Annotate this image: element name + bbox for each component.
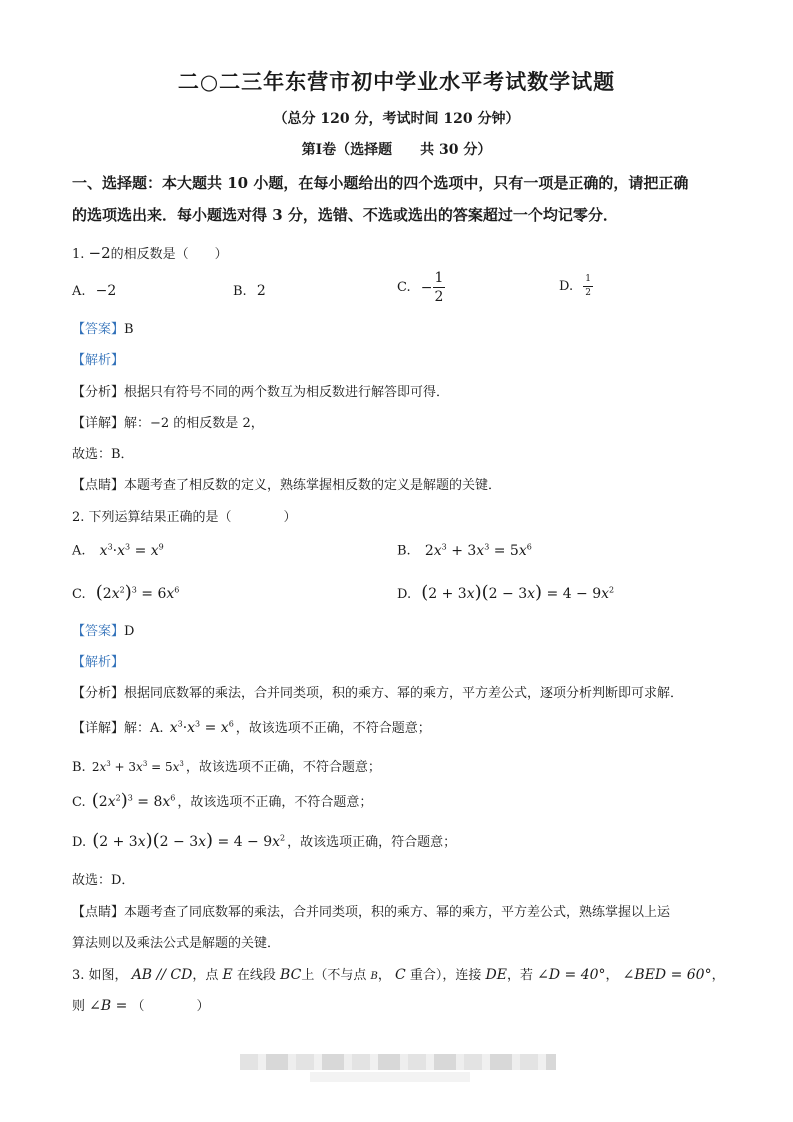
q3-text: 在线段 [236, 968, 276, 983]
option-letter: C. [72, 587, 86, 602]
q3-text: ， [711, 968, 725, 983]
q3-text: 上（不与点 [301, 968, 367, 983]
q2-analysis-label: 【解析】 [72, 655, 125, 670]
point-label: 【点睛】 [72, 478, 125, 493]
q1-stem-text: 的相反数是（ ） [110, 247, 228, 262]
option-sign: − [420, 279, 433, 296]
fenxi-text: 根据同底数幂的乘法，合并同类项，积的乘方、幂的乘方，平方差公式，逐项分析判断即可求解． [124, 686, 684, 701]
q1-option-d [559, 275, 593, 298]
q3-text: ，点 [192, 968, 219, 983]
q2-point-line2: 算法则以及乘法公式是解题的关键． [72, 936, 281, 951]
option-formula: $x^3\cdot x^3 = x^9$ [99, 542, 164, 559]
option-value: 2 [256, 283, 266, 299]
exam-subtitle: （总分 120 分，考试时间 120 分钟） [273, 111, 520, 127]
q1-number: 1. [72, 247, 85, 262]
detail-letter: D. [72, 835, 87, 850]
option-fraction [583, 275, 593, 298]
q3-text: 重合），连接 [409, 968, 482, 983]
detail-label: 【详解】 [72, 416, 125, 431]
q2-detail-b [72, 756, 381, 775]
detail-letter: C. [72, 795, 86, 810]
detail-label: 【详解】 [72, 721, 125, 736]
section-instructions-line1: 一、选择题：本大题共 10 小题，在每小题给出的四个选项中，只有一项是正确的，请把正确 [72, 174, 689, 192]
q2-stem: 2. 下列运算结果正确的是（ ） [72, 510, 297, 525]
q1-stem [72, 243, 228, 262]
volume-heading: 第Ⅰ卷（选择题 共 30 分） [301, 142, 492, 158]
q3-math: C [394, 967, 406, 983]
blurred-footer-watermark-line2 [310, 1072, 470, 1082]
q1-fenxi [72, 381, 449, 400]
q1-option-a [72, 283, 116, 299]
detail-formula: $2x^3 + 3x^3 = 5x^3$ [91, 760, 184, 774]
q2-detail-a [72, 717, 431, 736]
q3-math: ∠B = [89, 998, 128, 1014]
detail-suffix: ，故该选项不正确，不符合题意； [185, 760, 381, 775]
answer-value: D [124, 624, 135, 639]
detail-text: 解：−2 的相反数是 2， [124, 416, 264, 431]
option-letter: A. [72, 543, 86, 559]
q3-math: AB // CD [131, 967, 193, 983]
answer-label: 【答案】 [72, 624, 125, 639]
fenxi-label: 【分析】 [72, 686, 125, 701]
q3-text: ， [377, 968, 391, 983]
option-letter: C. [397, 280, 411, 295]
q3-text: ， [605, 968, 619, 983]
q2-point-line1 [72, 901, 670, 920]
q1-option-c [397, 271, 445, 304]
detail-suffix: ，故该选项不正确，不符合题意； [235, 721, 431, 736]
q2-option-b [397, 542, 532, 559]
option-fraction [433, 271, 446, 304]
q3-math: E [222, 967, 233, 983]
q1-choose: 故选：B． [72, 447, 134, 462]
option-formula: $2x^3 + 3x^3 = 5x^6$ [424, 542, 532, 559]
q2-option-c [72, 582, 179, 603]
q3-math: B [370, 971, 378, 982]
point-text: 本题考查了相反数的定义，熟练掌握相反数的定义是解题的关键． [124, 478, 502, 493]
fenxi-label: 【分析】 [72, 385, 125, 400]
point-label: 【点睛】 [72, 905, 125, 920]
option-formula: $(2 + 3x)(2 - 3x) = 4 - 9x^2$ [421, 582, 615, 603]
option-letter: D. [559, 279, 574, 294]
q3-math: BC [280, 967, 302, 983]
option-letter: A. [72, 284, 86, 299]
detail-formula: $(2 + 3x)(2 - 3x) = 4 - 9x^2$ [92, 830, 286, 851]
fenxi-text: 根据只有符号不同的两个数互为相反数进行解答即可得． [124, 385, 450, 400]
q1-analysis-label: 【解析】 [72, 353, 125, 368]
q3-math: ∠BED = 60° [622, 967, 712, 983]
q3-text: 3. 如图， [72, 968, 128, 983]
detail-suffix: ，故该选项正确，符合题意； [287, 835, 457, 850]
option-value: −2 [95, 283, 117, 299]
q3-text: 则 [72, 999, 86, 1014]
option-letter: D. [397, 587, 412, 602]
option-letter: B. [233, 284, 247, 299]
q3-stem-line1 [72, 964, 725, 983]
detail-formula: $x^3\cdot x^3 = x^6$ [169, 719, 234, 736]
q1-answer [72, 318, 134, 337]
option-formula: $(2x^2)^3 = 6x^6$ [95, 582, 180, 603]
q2-option-d [397, 582, 614, 603]
detail-prefix: 解：A. [124, 721, 164, 736]
q1-stem-math: −2 [88, 244, 111, 262]
section-instructions-line2: 的选项选出来．每小题选对得 3 分，选错、不选或选出的答案超过一个均记零分． [72, 206, 618, 224]
fraction-numerator: 1 [434, 270, 444, 286]
q2-option-a [72, 542, 164, 559]
q1-point [72, 474, 501, 493]
q1-option-b [233, 283, 266, 299]
q3-text: （ ） [131, 999, 210, 1014]
q2-detail-c [72, 790, 372, 811]
blurred-footer-watermark [240, 1054, 556, 1070]
fraction-denominator: 2 [585, 288, 591, 298]
q3-text: ，若 [506, 968, 533, 983]
q3-stem-line2 [72, 995, 210, 1014]
q2-choose: 故选：D． [72, 873, 135, 888]
fraction-numerator: 1 [583, 275, 593, 287]
point-text: 本题考查了同底数幂的乘法，合并同类项，积的乘方、幂的乘方，平方差公式，熟练掌握以上运 [124, 905, 671, 920]
q2-answer [72, 620, 134, 639]
detail-suffix: ，故该选项不正确，不符合题意； [177, 795, 373, 810]
detail-formula: $(2x^2)^3 = 8x^6$ [91, 790, 176, 811]
q3-math: DE [485, 967, 507, 983]
option-letter: B. [397, 543, 411, 559]
fraction-denominator: 2 [434, 289, 444, 305]
q1-detail [72, 412, 264, 431]
q2-detail-d [72, 830, 456, 851]
answer-label: 【答案】 [72, 322, 125, 337]
exam-title: 二○二三年东营市初中学业水平考试数学试题 [177, 69, 616, 94]
answer-value: B [124, 322, 134, 337]
q2-fenxi [72, 682, 683, 701]
q3-math: ∠D = 40° [537, 967, 606, 983]
detail-letter: B. [72, 760, 86, 775]
